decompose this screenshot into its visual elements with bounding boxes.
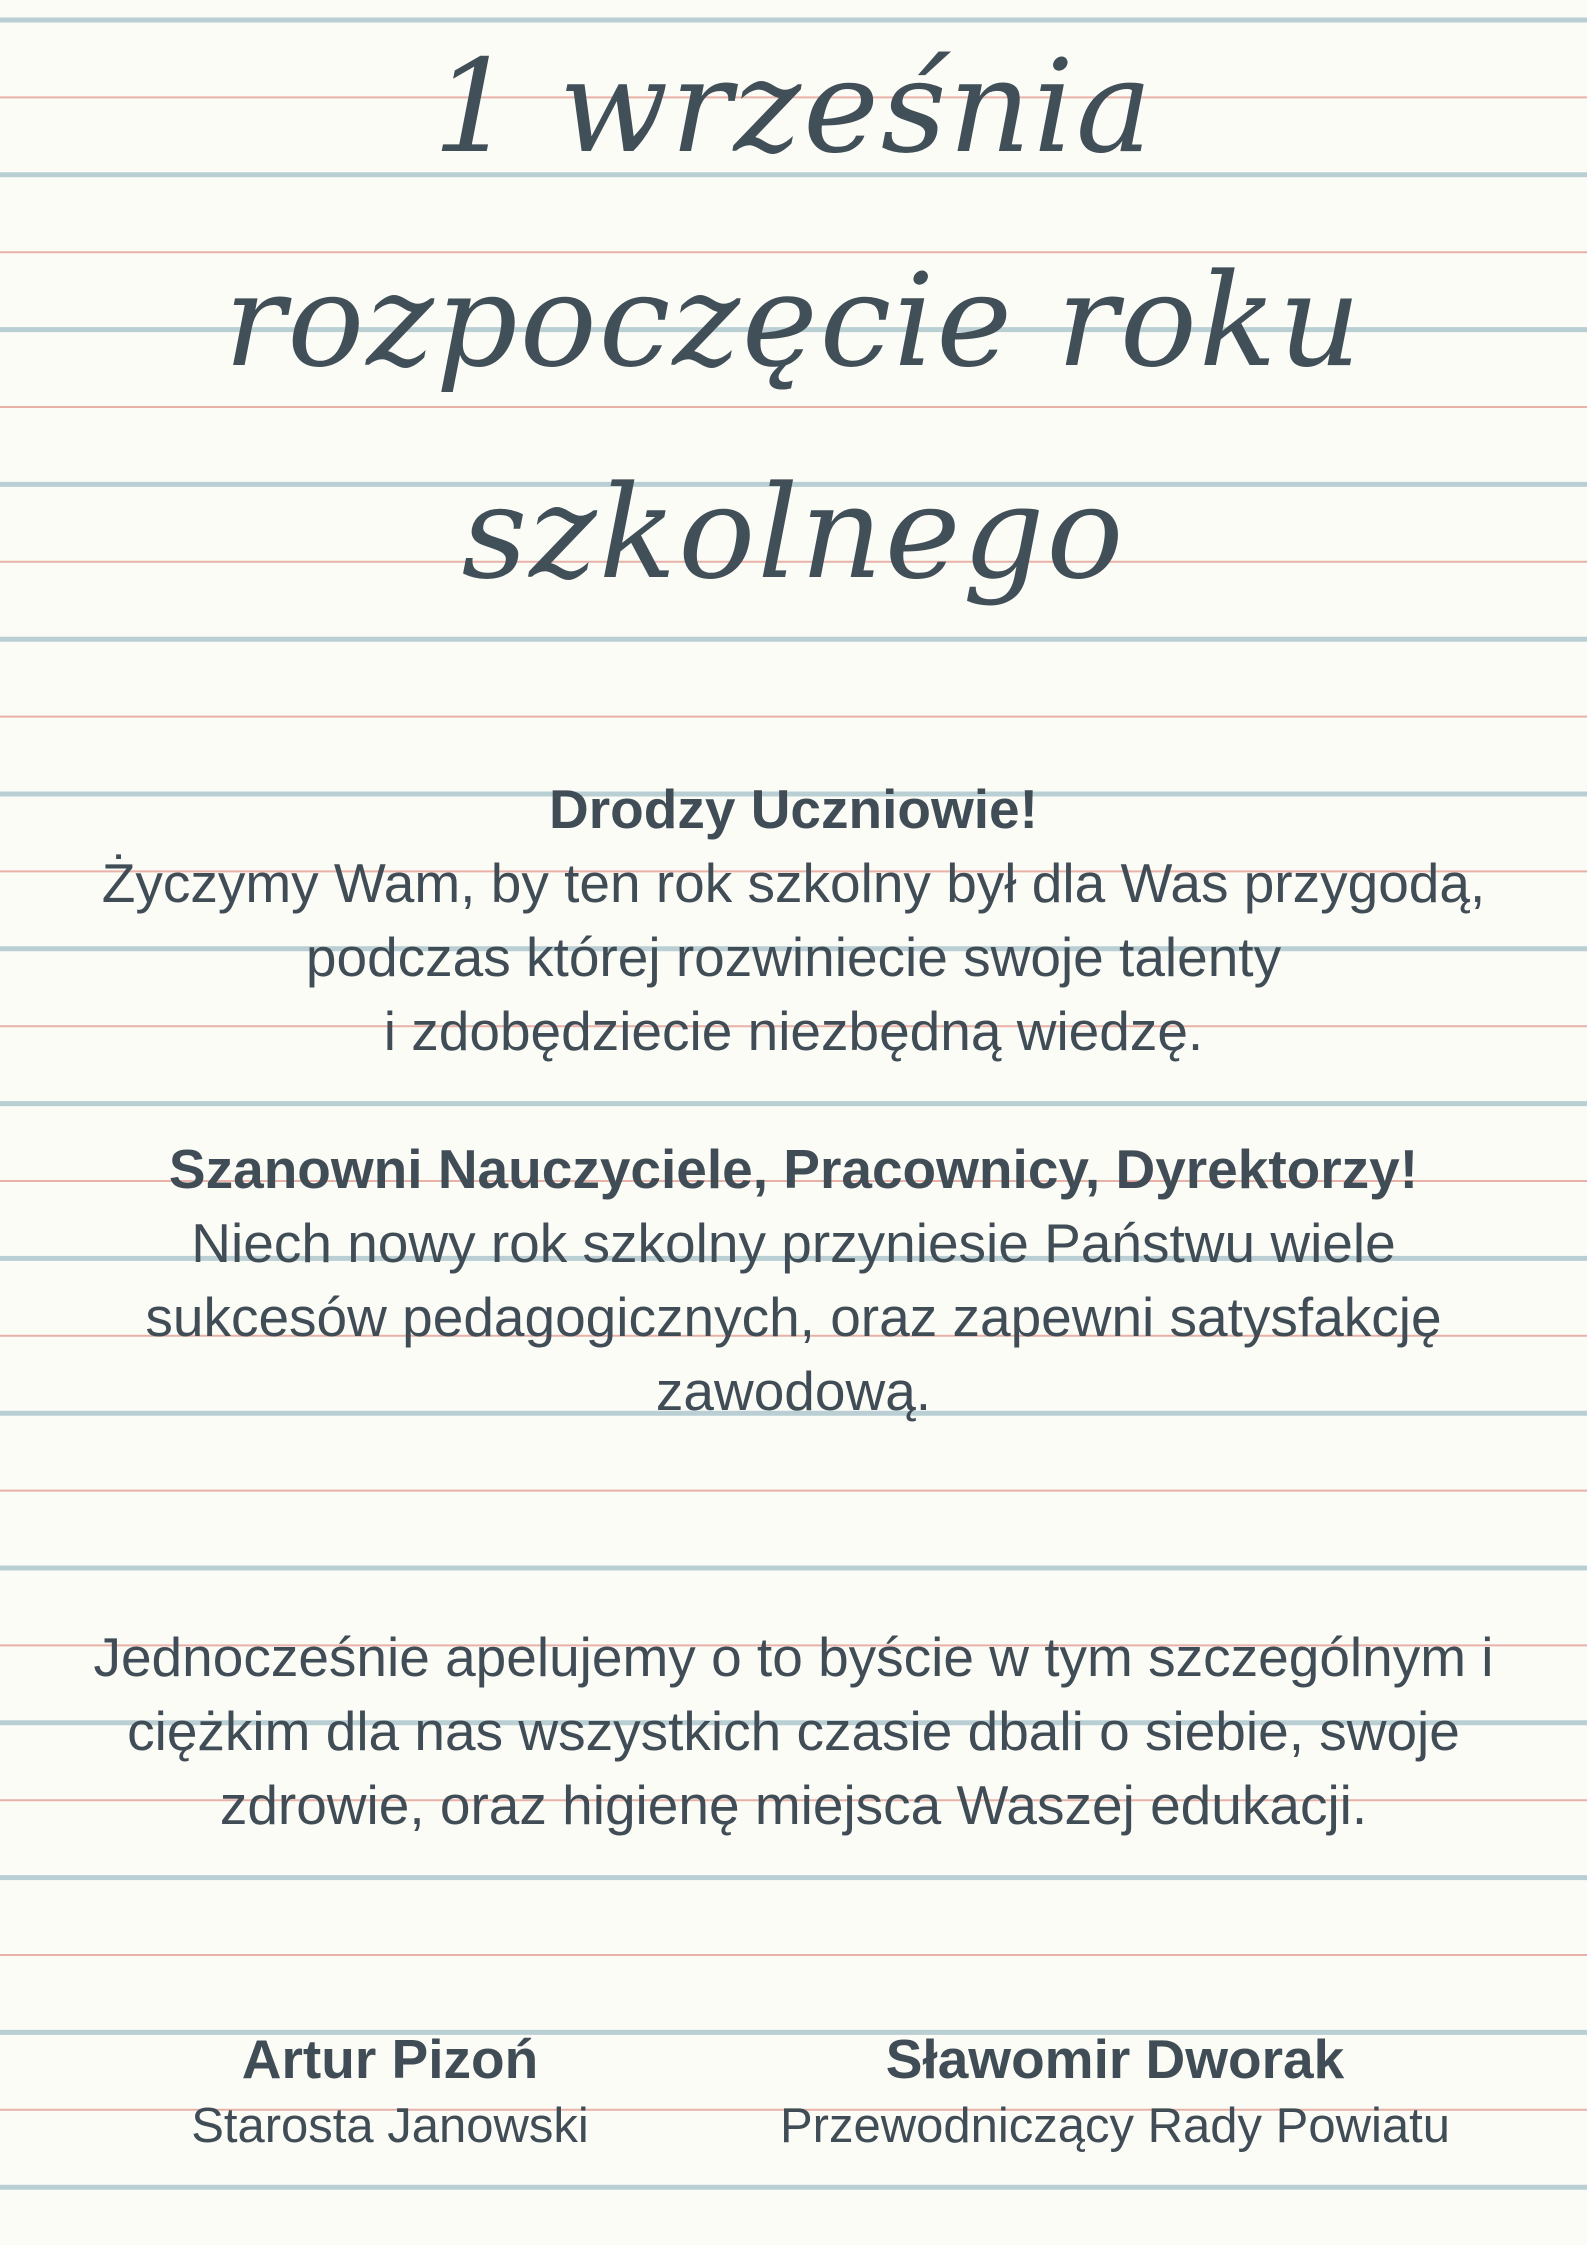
appeal-text-line: zdrowie, oraz higienę miejsca Waszej edukacji. xyxy=(219,1774,1368,1836)
appeal-text-line: ciężkim dla nas wszystkich czasie dbali o siebie, swoje xyxy=(127,1700,1460,1762)
signature-starosta xyxy=(130,2025,650,2159)
students-text-line: podczas której rozwiniecie swoje talenty xyxy=(305,926,1282,988)
signature-name: Sławomir Dworak xyxy=(885,2028,1345,2090)
students-text-line: Życzymy Wam, by ten rok szkolny był dla Was przygodą, xyxy=(101,852,1486,914)
signature-role: Starosta Janowski xyxy=(191,2099,589,2153)
title-line-school: szkolnego xyxy=(461,459,1126,608)
teachers-text-line: zawodową. xyxy=(655,1360,932,1422)
teachers-text-line: sukcesów pedagogicznych, oraz zapewni satysfakcję xyxy=(145,1286,1442,1348)
teachers-heading: Szanowni Nauczyciele, Pracownicy, Dyrektorzy! xyxy=(168,1138,1419,1200)
students-greeting xyxy=(0,772,1587,1068)
students-heading: Drodzy Uczniowie! xyxy=(549,778,1038,840)
appeal-paragraph xyxy=(0,1620,1587,1842)
signature-council-chair xyxy=(720,2025,1510,2159)
title-line-start-of-year: rozpoczęcie roku xyxy=(224,247,1363,396)
appeal-text-line: Jednocześnie apelujemy o to byście w tym szczególnym i xyxy=(93,1626,1494,1688)
students-text-line: i zdobędziecie niezbędną wiedzę. xyxy=(383,1000,1204,1062)
signature-name: Artur Pizoń xyxy=(241,2028,539,2090)
teachers-text-line: Niech nowy rok szkolny przyniesie Państwu wiele xyxy=(191,1212,1396,1274)
title-line-date: 1 września xyxy=(432,33,1155,182)
signature-role: Przewodniczący Rady Powiatu xyxy=(780,2099,1450,2153)
teachers-greeting xyxy=(0,1132,1587,1428)
